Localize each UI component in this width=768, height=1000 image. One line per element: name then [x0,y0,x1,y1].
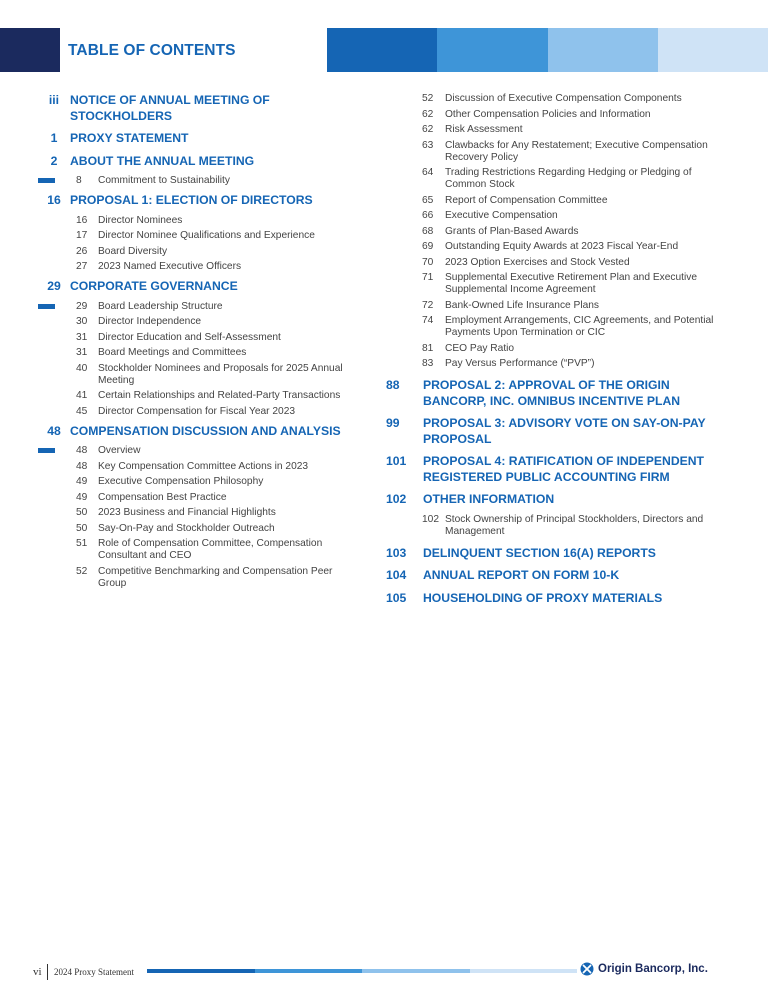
toc-entry-title: Trading Restrictions Regarding Hedging or Pledging of Common Stock [445,167,692,190]
toc-page-number: 52 [422,93,434,104]
toc-entry-title: Outstanding Equity Awards at 2023 Fiscal Year-End [445,241,679,252]
toc-subentry[interactable] [386,167,716,191]
footer-bar-3 [362,969,470,973]
toc-page-number: 29 [76,300,88,312]
toc-subentry[interactable] [386,343,716,355]
toc-entry-title: ABOUT THE ANNUAL MEETING [70,153,255,168]
toc-entry-title: HOUSEHOLDING OF PROXY MATERIALS [423,590,663,605]
toc-entry-title: OTHER INFORMATION [423,492,555,506]
toc-page-number: 2 [50,153,58,168]
toc-subentry[interactable] [386,226,716,238]
toc-page-number: 104 [386,568,407,582]
toc-page-number: 103 [386,545,407,560]
header-block-3 [548,28,658,72]
toc-entry-title: Board Meetings and Committees [98,347,247,358]
toc-page-number: 26 [76,245,88,257]
toc-page-number: 71 [422,272,434,283]
toc-page-number: 65 [422,194,434,206]
toc-section-entry[interactable] [38,154,358,170]
footer-bar-2 [255,969,363,973]
toc-section-entry[interactable] [386,546,716,562]
toc-page-number: 68 [422,225,434,237]
toc-page-number: 31 [76,347,88,358]
toc-entry-title: PROXY STATEMENT [70,131,189,145]
toc-subentry[interactable] [38,461,358,473]
toc-page-number: 83 [422,358,434,369]
footer-separator [47,964,48,980]
toc-entry-title: Compensation Best Practice [98,491,227,503]
toc-entry-title: Director Independence [98,316,202,327]
toc-entry-title: Board Diversity [98,245,168,257]
toc-entry-title: Clawbacks for Any Restatement; Executive Compensation Recovery Policy [445,139,708,163]
toc-page-number: 69 [422,241,434,252]
toc-page-number: 62 [422,108,434,120]
toc-left-column [38,93,358,590]
header-block-2 [437,28,547,72]
toc-page-number: 50 [76,522,88,534]
toc-section-entry[interactable] [38,131,358,147]
toc-page-number: 48 [47,423,61,438]
toc-page-number: 74 [422,315,434,326]
toc-section-entry[interactable] [386,492,716,508]
toc-page-number: 17 [76,230,88,241]
toc-entry-title: Role of Compensation Committee, Compensation Consultant and CEO [98,538,323,561]
toc-entry-title: 2023 Named Executive Officers [98,261,242,272]
toc-section-entry[interactable] [38,424,358,440]
toc-subentry[interactable] [386,514,716,538]
header-block-4 [658,28,768,72]
toc-subentry[interactable] [38,332,358,344]
toc-section-entry[interactable] [386,416,716,447]
toc-page-number: 29 [47,279,61,293]
toc-subentry[interactable] [386,300,716,312]
page-title: TABLE OF CONTENTS [68,42,236,59]
toc-page-number: 62 [422,124,434,135]
toc-subentry[interactable] [386,272,716,296]
toc-subentry[interactable] [386,124,716,136]
toc-entry-title: CORPORATE GOVERNANCE [70,279,238,293]
toc-page-number: iii [48,93,60,107]
toc-entry-title: Stock Ownership of Principal Stockholders, Directors and Management [445,513,704,537]
toc-entry-title: CEO Pay Ratio [445,342,515,354]
toc-subentry[interactable] [38,406,358,418]
footer-logo-text: Origin Bancorp, Inc. [598,963,708,975]
toc-subentry[interactable] [386,140,716,164]
toc-section-entry[interactable] [386,568,716,584]
toc-entry-title: Stockholder Nominees and Proposals for 2025 Annual Meeting [98,362,343,386]
footer [0,962,768,982]
toc-entry-title: Overview [98,445,141,456]
toc-entry-title: 2023 Business and Financial Highlights [98,507,276,518]
toc-page-number: 72 [422,299,434,311]
toc-subentry[interactable] [38,390,358,402]
toc-entry-title: Pay Versus Performance (“PVP”) [445,358,595,369]
toc-subentry[interactable] [38,507,358,519]
toc-entry-title: Director Compensation for Fiscal Year 2023 [98,405,296,417]
footer-logo [580,962,708,976]
toc-entry-title: COMPENSATION DISCUSSION AND ANALYSIS [70,423,341,438]
toc-subentry[interactable] [38,363,358,387]
toc-subentry[interactable] [38,175,358,187]
toc-entry-title: Other Compensation Policies and Information [445,108,651,120]
toc-section-entry[interactable] [386,454,716,485]
toc-subentry[interactable] [386,210,716,222]
section-marker [38,304,55,309]
toc-page-number: 48 [76,445,88,456]
toc-entry-title: Bank-Owned Life Insurance Plans [445,299,600,311]
header-block-1 [327,28,437,72]
toc-entry-title: PROPOSAL 2: APPROVAL OF THE ORIGIN BANCORP, INC. OMNIBUS INCENTIVE PLAN [423,378,681,408]
toc-page-number: 52 [76,565,88,577]
toc-section-entry[interactable] [38,193,358,209]
toc-subentry[interactable] [38,476,358,488]
footer-color-bar [147,969,577,973]
toc-page-number: 8 [76,175,82,186]
toc-section-entry[interactable] [386,591,716,607]
toc-entry-title: DELINQUENT SECTION 16(A) REPORTS [423,545,656,560]
toc-entry-title: NOTICE OF ANNUAL MEETING OF STOCKHOLDERS [70,93,270,123]
toc-subentry[interactable] [38,246,358,258]
toc-page-number: 102 [386,492,407,506]
toc-page-number: 1 [50,131,58,145]
toc-subentry[interactable] [386,109,716,121]
toc-entry-title: 2023 Option Exercises and Stock Vested [445,256,630,268]
toc-subentry[interactable] [38,538,358,562]
toc-page-number: 101 [386,454,407,468]
toc-page-number: 63 [422,139,434,151]
toc-subentry[interactable] [386,257,716,269]
section-marker [38,178,55,183]
toc-page-number: 66 [422,210,434,221]
toc-page-number: 105 [386,590,407,605]
footer-bar-4 [470,969,578,973]
toc-page-number: 16 [47,193,61,207]
toc-subentry[interactable] [38,316,358,328]
toc-page-number: 50 [76,507,88,518]
toc-subentry[interactable] [38,230,358,242]
toc-subentry[interactable] [386,195,716,207]
toc-subentry[interactable] [386,315,716,339]
toc-subentry[interactable] [38,215,358,227]
toc-entry-title: Employment Arrangements, CIC Agreements, and Potential Payments Upon Termination or CIC [445,315,714,338]
toc-subentry[interactable] [38,492,358,504]
toc-page-number: 27 [76,261,88,272]
toc-page-number: 40 [76,362,88,374]
section-marker [38,448,55,453]
toc-page-number: 64 [422,167,434,178]
toc-entry-title: Certain Relationships and Related-Party Transactions [98,390,341,401]
origin-logo-icon [580,962,594,976]
toc-entry-title: Executive Compensation [445,210,558,221]
toc-entry-title: Director Education and Self-Assessment [98,331,281,343]
toc-entry-title: Director Nominees [98,214,183,226]
toc-entry-title: Competitive Benchmarking and Compensation Peer Group [98,565,333,589]
toc-subentry[interactable] [38,523,358,535]
toc-entry-title: Director Nominee Qualifications and Experience [98,230,315,241]
header-navy-block [0,28,60,72]
toc-page-number: 30 [76,316,88,327]
toc-subentry[interactable] [38,445,358,457]
toc-page-number: 49 [76,491,88,503]
toc-page-number: 99 [386,416,400,430]
toc-page-number: 48 [76,460,88,472]
toc-entry-title: Say-On-Pay and Stockholder Outreach [98,522,275,534]
toc-entry-title: PROPOSAL 4: RATIFICATION OF INDEPENDENT REGISTERED PUBLIC ACCOUNTING FIRM [423,454,705,484]
toc-page-number: 81 [422,342,434,354]
toc-subentry[interactable] [38,347,358,359]
toc-entry-title: Board Leadership Structure [98,300,223,312]
toc-page-number: 49 [76,476,88,487]
footer-doc-title: 2024 Proxy Statement [54,967,134,977]
toc-subentry[interactable] [38,566,358,590]
toc-entry-title: Commitment to Sustainability [98,175,230,186]
footer-bar-1 [147,969,255,973]
toc-entry-title: ANNUAL REPORT ON FORM 10-K [423,568,620,582]
toc-subentry[interactable] [386,358,716,370]
toc-entry-title: PROPOSAL 1: ELECTION OF DIRECTORS [70,193,313,207]
toc-subentry[interactable] [386,93,716,105]
toc-entry-title: Executive Compensation Philosophy [98,476,264,487]
toc-subentry[interactable] [38,261,358,273]
toc-section-entry[interactable] [38,279,358,295]
toc-right-column [386,93,716,606]
toc-entry-title: Risk Assessment [445,124,523,135]
footer-page-number: vi [33,966,42,978]
toc-page-number: 31 [76,331,88,343]
toc-page-number: 70 [422,256,434,268]
toc-page-number: 88 [386,378,400,392]
toc-page-number: 45 [76,405,88,417]
toc-page-number: 51 [76,538,88,549]
toc-entry-title: Supplemental Executive Retirement Plan and Executive Supplemental Income Agreement [445,272,697,295]
toc-page-number: 16 [76,214,88,226]
toc-subentry[interactable] [38,301,358,313]
toc-entry-title: Grants of Plan-Based Awards [445,225,579,237]
toc-page-number: 102 [422,513,439,525]
header-color-blocks [327,28,768,72]
toc-entry-title: Report of Compensation Committee [445,194,608,206]
toc-subentry[interactable] [386,241,716,253]
toc-section-entry[interactable] [38,93,358,124]
toc-entry-title: Discussion of Executive Compensation Components [445,93,682,104]
toc-page-number: 41 [76,390,88,401]
toc-entry-title: Key Compensation Committee Actions in 2023 [98,460,309,472]
toc-entry-title: PROPOSAL 3: ADVISORY VOTE ON SAY-ON-PAY PROPOSAL [423,416,706,446]
toc-section-entry[interactable] [386,378,716,409]
